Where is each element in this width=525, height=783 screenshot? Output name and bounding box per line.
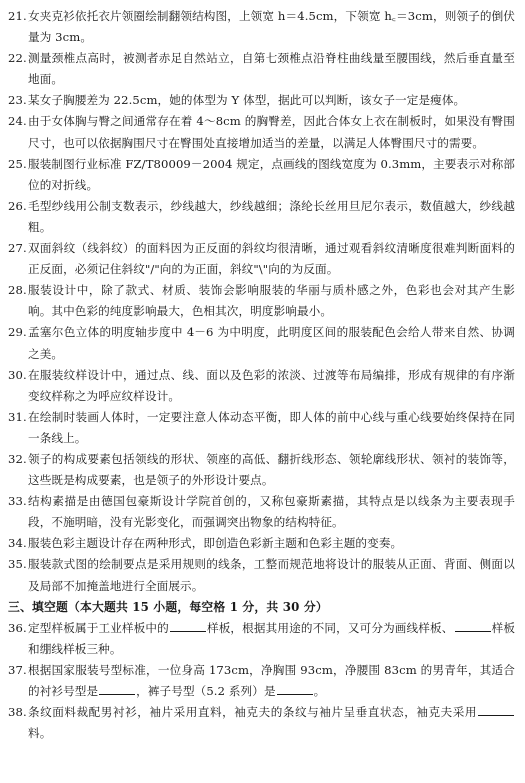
question-item	[8, 365, 515, 407]
question-item	[8, 280, 515, 322]
question-item	[8, 6, 515, 48]
question-item	[8, 407, 515, 449]
question-text: 服装设计中，除了款式、材质、装饰会影响服装的华丽与质朴感之外，色彩也会对其产生影响。其中色彩的纯度影响最大，色相其次，明度影响最小。	[28, 283, 515, 319]
question-number: 25.	[8, 156, 27, 171]
question-number: 29.	[8, 325, 27, 340]
question-number: 28.	[8, 283, 27, 298]
question-item	[8, 554, 515, 596]
question-text: 毛型纱线用公制支数表示，纱线越大，纱线越细；涤纶长丝用旦尼尔表示，数值越大，纱线越粗。	[28, 198, 515, 234]
question-number: 31.	[8, 409, 27, 424]
question-text-part: 定型样板属于工业样板中的	[28, 620, 169, 635]
answer-blank	[277, 682, 313, 695]
question-number: 36.	[8, 620, 27, 635]
question-number: 34.	[8, 536, 27, 551]
question-number: 30.	[8, 367, 27, 382]
question-text: 在绘制时装画人体时，一定要注意人体动态平衡，即人体的前中心线与重心线要始终保持在同一条线上。	[28, 409, 515, 445]
question-item	[8, 90, 515, 111]
question-text: 领子的构成要素包括领线的形状、领座的高低、翻折线形态、领轮廓线形状、领衬的装饰等，这些既是构成要素，也是领子的外形设计要点。	[28, 451, 515, 488]
true-false-items	[8, 6, 515, 597]
question-item	[8, 48, 515, 90]
question-text: 孟塞尔色立体的明度轴步度中 4－6 为中明度，此明度区间的服装配色会给人带来自然、协调之美。	[28, 325, 515, 361]
question-number: 23.	[8, 93, 27, 108]
question-text-part: 样板，根据其用途的不同，又可分为画线样板、	[206, 620, 454, 635]
question-text-part: 根据国家服装号型标准，一位身高 173cm，净胸围 93cm，净腰围 83cm 的男青年，其适合的衬衫号型是	[28, 662, 515, 698]
question-text-part: 料。	[28, 726, 52, 741]
question-number: 24.	[8, 114, 27, 129]
question-item	[8, 322, 515, 364]
question-number: 32.	[8, 451, 27, 466]
question-text-part: 。	[313, 684, 326, 698]
question-number: 37.	[8, 662, 27, 677]
question-text: 在服装纹样设计中，通过点、线、面以及色彩的浓淡、过渡等布局编排，形成有规律的有序渐变纹样称之为呼应纹样设计。	[28, 367, 515, 403]
answer-blank	[455, 619, 491, 632]
question-36	[8, 618, 515, 660]
question-number: 38.	[8, 705, 27, 720]
question-number: 21.	[8, 9, 27, 23]
answer-blank	[99, 682, 135, 695]
question-text: 测量颈椎点高时，被测者赤足自然站立，自第七颈椎点沿脊柱曲线量至腰围线，然后垂直量至地面。	[28, 51, 515, 87]
question-text: 服装款式图的绘制要点是采用规则的线条，工整而规范地将设计的服装从正面、背面、侧面以及局部不加掩盖地进行全面展示。	[28, 557, 515, 593]
question-number: 35.	[8, 557, 27, 572]
question-number: 27.	[8, 241, 27, 256]
question-38	[8, 702, 515, 744]
question-37	[8, 660, 515, 702]
question-item	[8, 533, 515, 554]
question-text-part: ，裤子号型（5.2 系列）是	[136, 684, 276, 698]
question-number: 22.	[8, 51, 27, 66]
question-item	[8, 154, 515, 196]
question-number: 33.	[8, 494, 27, 509]
question-item	[8, 111, 515, 153]
question-text: 女夹克衫依托衣片领圈绘制翻领结构图，上领宽 h＝4.5cm，下领宽 h꜀＝3cm，则领子的倒伏量为 3cm。	[28, 9, 515, 45]
question-text: 服装制图行业标准 FZ/T80009－2004 规定，点画线的图线宽度为 0.3mm，主要表示对称部位的对折线。	[28, 156, 515, 192]
question-item	[8, 491, 515, 533]
answer-blank	[170, 619, 206, 632]
question-number: 26.	[8, 198, 27, 213]
question-text-part: 样板和绷线样板三种。	[28, 620, 516, 656]
question-item	[8, 196, 515, 238]
answer-blank	[478, 703, 514, 716]
section-heading: 三、填空题（本大题共 15 小题，每空格 1 分，共 30 分）	[8, 599, 328, 614]
question-text: 双面斜纹（线斜纹）的面料因为正反面的斜纹均很清晰，通过观看斜纹清晰度很难判断面料的正反面，必须记住斜纹"/"向的为正面，斜纹"\"向的为反面。	[28, 241, 515, 277]
question-text-part: 条纹面料裁配男衬衫，袖片采用直料，袖克夫的条纹与袖片呈垂直状态，袖克夫采用	[28, 705, 477, 720]
question-item	[8, 238, 515, 280]
question-text: 服装色彩主题设计存在两种形式，即创造色彩新主题和色彩主题的变奏。	[28, 536, 403, 551]
question-text: 由于女体胸与臀之间通常存在着 4～8cm 的胸臀差，因此合体女上衣在制板时，如果没有臀围尺寸，也可以依据胸围尺寸在臀围处直接增加适当的差量，以满足人体臀围尺寸的需要。	[28, 114, 515, 150]
question-text: 某女子胸腰差为 22.5cm，她的体型为 Y 体型，据此可以判断，该女子一定是瘦体。	[28, 93, 466, 108]
question-item	[8, 449, 515, 491]
question-text: 结构素描是由德国包豪斯设计学院首创的，又称包豪斯素描，其特点是以线条为主要表现手段，不施明暗，没有光影变化，而强调突出物象的结构特征。	[28, 494, 515, 530]
